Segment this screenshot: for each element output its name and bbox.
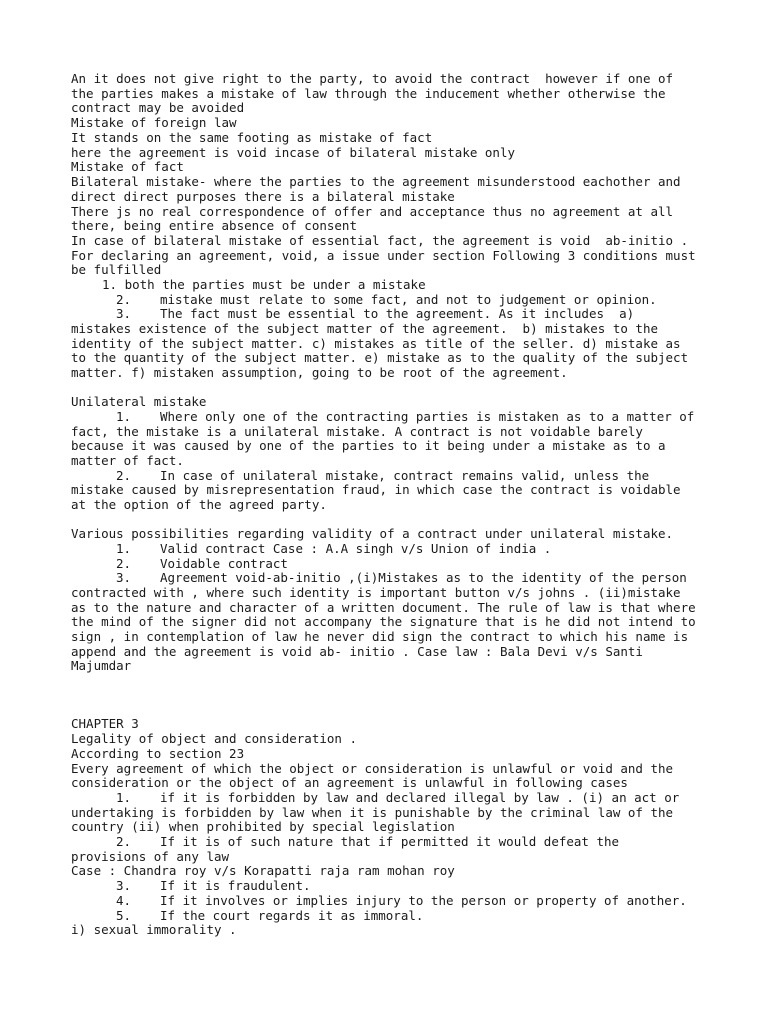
text-line: direct direct purposes there is a bilateral mistake — [71, 189, 455, 204]
text-line: mistake caused by misrepresentation fraud, in which case the contract is voidable — [71, 482, 681, 497]
text-line: i) sexual immorality . — [71, 922, 237, 937]
text-line: the parties makes a mistake of law through the inducement whether otherwise the — [71, 86, 666, 101]
text-line: provisions of any law — [71, 849, 230, 864]
text-line: An it does not give right to the party, to avoid the contract however if one of — [71, 71, 674, 86]
text-line: Bilateral mistake- where the parties to the agreement misunderstood eachother and — [71, 174, 681, 189]
list-number: 3. — [116, 570, 132, 585]
text-line: at the option of the agreed party. — [71, 497, 327, 512]
list-item-text: The fact must be essential to the agreement. As it includes a) — [160, 306, 635, 321]
list-number: 1. — [116, 790, 132, 805]
list-number: 4. — [116, 893, 132, 908]
section-heading: Mistake of foreign law — [71, 115, 237, 130]
list-item — [116, 909, 423, 923]
list-item — [116, 894, 687, 908]
text-line: For declaring an agreement, void, a issue under section Following 3 conditions must — [71, 248, 696, 263]
list-number: 2. — [116, 834, 132, 849]
text-line: country (ii) when prohibited by special legislation — [71, 819, 455, 834]
text-line: to the quantity of the subject matter. e) mistake as to the quality of the subject — [71, 350, 689, 365]
list-number: 2. — [116, 468, 132, 483]
text-line: In case of bilateral mistake of essential fact, the agreement is void ab-initio . — [71, 233, 689, 248]
list-item — [116, 469, 649, 483]
list-item-text: If the court regards it as immoral. — [160, 908, 424, 923]
text-line: undertaking is forbidden by law when it is punishable by the criminal law of the — [71, 805, 674, 820]
section-heading: Unilateral mistake — [71, 394, 207, 409]
text-line: Various possibilities regarding validity of a contract under unilateral mistake. — [71, 526, 674, 541]
list-item — [116, 307, 634, 321]
text-line: there, being entire absence of consent — [71, 218, 357, 233]
text-line: contracted with , where such identity is important button v/s johns . (ii)mistake — [71, 585, 681, 600]
list-item — [116, 791, 679, 805]
list-number: 1. — [116, 409, 132, 424]
text-line: consideration or the object of an agreement is unlawful in following cases — [71, 775, 628, 790]
text-line: mistakes existence of the subject matter of the agreement. b) mistakes to the — [71, 321, 658, 336]
list-number: 3. — [116, 306, 132, 321]
text-line: It stands on the same footing as mistake of fact — [71, 130, 433, 145]
text-line: contract may be avoided — [71, 100, 245, 115]
list-number: 2. — [116, 556, 132, 571]
list-item — [116, 542, 551, 556]
text-line: here the agreement is void incase of bilateral mistake only — [71, 145, 516, 160]
list-item — [116, 835, 619, 849]
list-number: 3. — [116, 878, 132, 893]
list-item-text: Valid contract Case : A.A singh v/s Union of india . — [160, 541, 552, 556]
text-line: append and the agreement is void ab- initio . Case law : Bala Devi v/s Santi — [71, 644, 643, 659]
list-item — [116, 410, 694, 424]
list-number: 2. — [116, 292, 132, 307]
list-item — [116, 293, 657, 307]
text-line: There js no real correspondence of offer and acceptance thus no agreement at all — [71, 204, 674, 219]
text-line: matter. f) mistaken assumption, going to be root of the agreement. — [71, 365, 568, 380]
list-item-text: if it is forbidden by law and declared illegal by law . (i) an act or — [160, 790, 680, 805]
text-line: the mind of the signer did not accompany the signature that is he did not intend to — [71, 614, 696, 629]
list-item-text: If it is of such nature that if permitted it would defeat the — [160, 834, 620, 849]
list-number: 5. — [116, 908, 132, 923]
text-line: matter of fact. — [71, 453, 184, 468]
text-line: Majumdar — [71, 658, 132, 673]
list-item-text: In case of unilateral mistake, contract remains valid, unless the — [160, 468, 650, 483]
list-item-text: Where only one of the contracting parties is mistaken as to a matter of — [160, 409, 695, 424]
list-item-text: If it involves or implies injury to the person or property of another. — [160, 893, 687, 908]
list-item — [116, 571, 687, 585]
list-item — [116, 557, 288, 571]
section-heading: Mistake of fact — [71, 159, 184, 174]
section-heading: Legality of object and consideration . — [71, 731, 357, 746]
list-item: 1. both the parties must be under a mistake — [102, 277, 426, 292]
text-line: Case : Chandra roy v/s Korapatti raja ram mohan roy — [71, 863, 455, 878]
list-item-text: mistake must relate to some fact, and not to judgement or opinion. — [160, 292, 657, 307]
text-line: identity of the subject matter. c) mistakes as title of the seller. d) mistake as — [71, 336, 681, 351]
text-line: sign , in contemplation of law he never did sign the contract to which his name is — [71, 629, 689, 644]
list-number: 1. — [116, 541, 132, 556]
list-item-text: Voidable contract — [160, 556, 288, 571]
text-line: be fulfilled — [71, 262, 162, 277]
text-line: as to the nature and character of a written document. The rule of law is that where — [71, 600, 696, 615]
list-item-text: Agreement void-ab-initio ,(i)Mistakes as to the identity of the person — [160, 570, 687, 585]
text-line: Every agreement of which the object or consideration is unlawful or void and the — [71, 761, 674, 776]
list-item-text: If it is fraudulent. — [160, 878, 311, 893]
list-item — [116, 879, 311, 893]
text-line: fact, the mistake is a unilateral mistake. A contract is not voidable barely — [71, 424, 643, 439]
chapter-heading: CHAPTER 3 — [71, 716, 139, 731]
text-line: because it was caused by one of the parties to it being under a mistake as to a — [71, 438, 666, 453]
text-line: According to section 23 — [71, 746, 245, 761]
